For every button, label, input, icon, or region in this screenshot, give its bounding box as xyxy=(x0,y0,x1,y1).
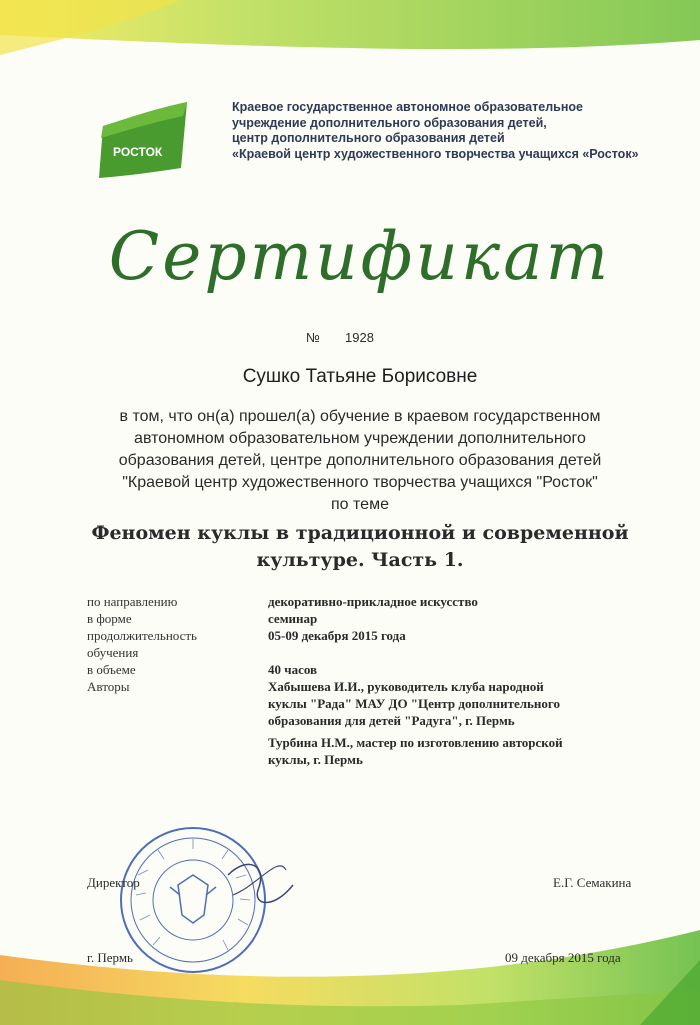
director-name: Е.Г. Семакина xyxy=(553,875,632,890)
author-line: куклы, г. Пермь xyxy=(268,752,363,767)
label-duration-2: обучения xyxy=(87,645,139,660)
author-line: Хабышева И.И., руководитель клуба народной xyxy=(268,679,544,694)
logo-text: РОСТОК xyxy=(113,145,163,159)
label-form: в форме xyxy=(87,611,132,626)
author-line: куклы "Рада" МАУ ДО "Центр дополнительного xyxy=(268,696,560,711)
value-direction: декоративно-прикладное искусство xyxy=(268,594,478,609)
org-line: Краевое государственное автономное образовательное xyxy=(232,100,583,114)
value-form: семинар xyxy=(268,611,318,626)
body-line: по теме xyxy=(331,496,389,513)
course-topic xyxy=(40,520,680,574)
body-line: в том, что он(а) прошел(а) обучение в краевом государственном xyxy=(119,408,601,425)
label-direction: по направлению xyxy=(87,594,178,609)
author-line: образования для детей "Радуга", г. Пермь xyxy=(268,713,515,728)
label-duration: продолжительность xyxy=(87,628,197,643)
certificate-body xyxy=(40,406,680,516)
author-line: Турбина Н.М., мастер по изготовлению авторской xyxy=(268,735,563,750)
value-duration: 05-09 декабря 2015 года xyxy=(268,628,406,643)
body-line: автономном образовательном учреждении дополнительного xyxy=(134,430,586,447)
body-line: образования детей, центре дополнительного образования детей xyxy=(118,452,602,469)
value-volume: 40 часов xyxy=(268,662,318,677)
label-volume: в объеме xyxy=(87,662,136,677)
org-line: «Краевой центр художественного творчества учащихся «Росток» xyxy=(232,146,639,161)
details-labels xyxy=(87,593,197,695)
city: г. Пермь xyxy=(87,950,133,965)
certificate-number: 1928 xyxy=(345,330,374,345)
rostok-logo xyxy=(95,98,190,180)
topic-line: Феномен куклы в традиционной и современной xyxy=(91,522,629,544)
details-values xyxy=(268,593,563,768)
org-line: центр дополнительного образования детей xyxy=(232,131,505,145)
body-line: "Краевой центр художественного творчества учащихся "Росток" xyxy=(122,474,598,491)
director-label: Директор xyxy=(87,875,140,890)
label-authors: Авторы xyxy=(87,679,130,694)
topic-line: культуре. Часть 1. xyxy=(256,549,464,571)
org-line: учреждение дополнительного образования детей, xyxy=(232,115,547,130)
certificate-title: Сертификат xyxy=(108,218,612,295)
official-seal xyxy=(108,815,298,975)
organization-name xyxy=(232,100,692,162)
issue-date: 09 декабря 2015 года xyxy=(505,950,621,965)
recipient-name: Сушко Татьяне Борисовне xyxy=(242,366,478,387)
number-label: № xyxy=(306,330,320,345)
